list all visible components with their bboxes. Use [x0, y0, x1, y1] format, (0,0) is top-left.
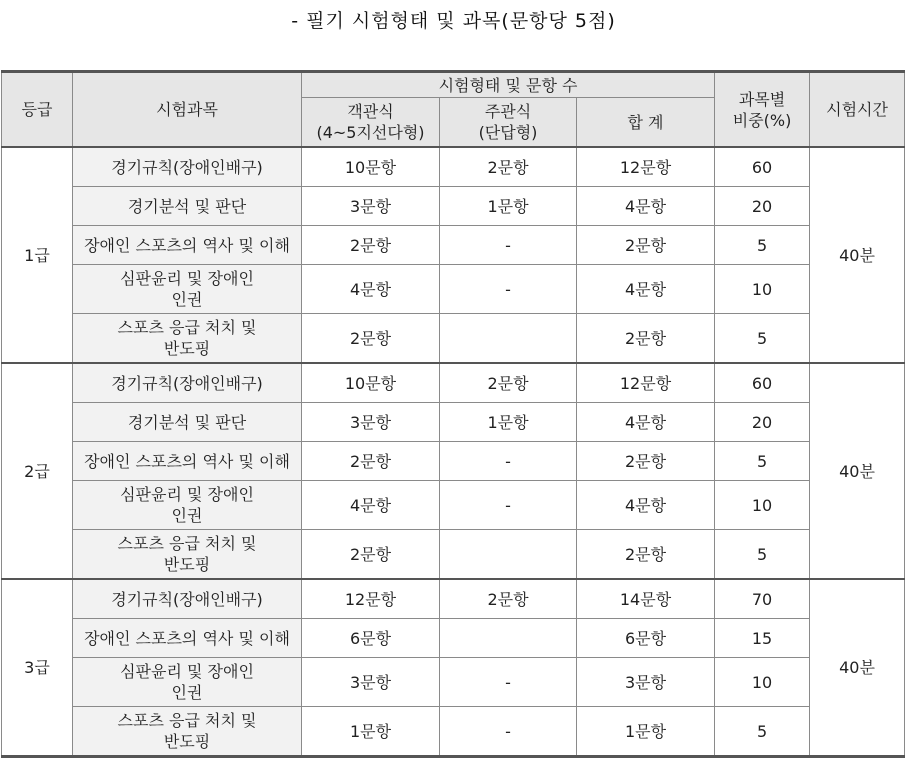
subject-cell: 경기규칙(장애인배구) [73, 579, 302, 619]
weight-cell: 60 [715, 147, 810, 187]
table-row [2, 147, 905, 187]
table-row [2, 530, 905, 580]
grade-cell: 2급 [2, 363, 73, 579]
table-row [2, 442, 905, 481]
subjective-cell: 2문항 [440, 147, 577, 187]
header-objective: 객관식 (4~5지선다형) [302, 98, 440, 148]
weight-cell: 20 [715, 403, 810, 442]
weight-cell: 10 [715, 481, 810, 530]
objective-cell: 1문항 [302, 707, 440, 757]
weight-cell: 5 [715, 530, 810, 580]
subjective-cell: 2문항 [440, 363, 577, 403]
subjective-cell [440, 619, 577, 658]
objective-cell: 6문항 [302, 619, 440, 658]
subjective-cell: - [440, 442, 577, 481]
table-row [2, 226, 905, 265]
header-format-group: 시험형태 및 문항 수 [302, 72, 715, 98]
total-cell: 1문항 [577, 707, 715, 757]
weight-cell: 15 [715, 619, 810, 658]
grade-cell: 3급 [2, 579, 73, 757]
page-title: - 필기 시험형태 및 과목(문항당 5점) [291, 10, 616, 32]
subject-cell: 경기규칙(장애인배구) [73, 363, 302, 403]
total-cell: 4문항 [577, 265, 715, 314]
grade-cell: 1급 [2, 147, 73, 363]
exam-table [1, 70, 905, 758]
objective-cell: 2문항 [302, 530, 440, 580]
objective-cell: 10문항 [302, 147, 440, 187]
total-cell: 6문항 [577, 619, 715, 658]
subject-cell: 장애인 스포츠의 역사 및 이해 [73, 442, 302, 481]
header-subjective: 주관식 (단답형) [440, 98, 577, 148]
objective-cell: 3문항 [302, 187, 440, 226]
weight-cell: 5 [715, 226, 810, 265]
subject-cell: 심판윤리 및 장애인 인권 [73, 481, 302, 530]
table-row [2, 314, 905, 364]
subject-cell: 심판윤리 및 장애인 인권 [73, 265, 302, 314]
subjective-cell: - [440, 658, 577, 707]
header-grade: 등급 [2, 72, 73, 148]
weight-cell: 20 [715, 187, 810, 226]
table-row [2, 579, 905, 619]
weight-cell: 5 [715, 314, 810, 364]
objective-cell: 10문항 [302, 363, 440, 403]
total-cell: 3문항 [577, 658, 715, 707]
total-cell: 12문항 [577, 363, 715, 403]
subjective-cell: - [440, 265, 577, 314]
header-time: 시험시간 [810, 72, 905, 148]
table-row [2, 619, 905, 658]
subjective-cell: 2문항 [440, 579, 577, 619]
subject-cell: 장애인 스포츠의 역사 및 이해 [73, 619, 302, 658]
table-row [2, 265, 905, 314]
subject-cell: 경기분석 및 판단 [73, 187, 302, 226]
table-row [2, 363, 905, 403]
table-row [2, 187, 905, 226]
header-subject: 시험과목 [73, 72, 302, 148]
subject-cell: 심판윤리 및 장애인 인권 [73, 658, 302, 707]
subject-cell: 경기분석 및 판단 [73, 403, 302, 442]
objective-cell: 2문항 [302, 314, 440, 364]
weight-cell: 70 [715, 579, 810, 619]
subjective-cell [440, 314, 577, 364]
subject-cell: 경기규칙(장애인배구) [73, 147, 302, 187]
objective-cell: 12문항 [302, 579, 440, 619]
total-cell: 2문항 [577, 314, 715, 364]
total-cell: 2문항 [577, 442, 715, 481]
objective-cell: 4문항 [302, 265, 440, 314]
table-row [2, 481, 905, 530]
subjective-cell: - [440, 707, 577, 757]
table-row [2, 707, 905, 757]
subjective-cell: 1문항 [440, 403, 577, 442]
total-cell: 2문항 [577, 530, 715, 580]
subjective-cell: 1문항 [440, 187, 577, 226]
header-weight: 과목별 비중(%) [715, 72, 810, 148]
weight-cell: 10 [715, 265, 810, 314]
total-cell: 2문항 [577, 226, 715, 265]
subject-cell: 스포츠 응급 처치 및 반도핑 [73, 530, 302, 580]
time-cell: 40분 [810, 363, 905, 579]
weight-cell: 5 [715, 442, 810, 481]
weight-cell: 60 [715, 363, 810, 403]
total-cell: 4문항 [577, 187, 715, 226]
table-row [2, 658, 905, 707]
objective-cell: 2문항 [302, 226, 440, 265]
subjective-cell: - [440, 226, 577, 265]
subject-cell: 스포츠 응급 처치 및 반도핑 [73, 707, 302, 757]
total-cell: 4문항 [577, 481, 715, 530]
objective-cell: 3문항 [302, 658, 440, 707]
table-row [2, 403, 905, 442]
weight-cell: 10 [715, 658, 810, 707]
subject-cell: 스포츠 응급 처치 및 반도핑 [73, 314, 302, 364]
total-cell: 12문항 [577, 147, 715, 187]
objective-cell: 3문항 [302, 403, 440, 442]
total-cell: 14문항 [577, 579, 715, 619]
subjective-cell: - [440, 481, 577, 530]
time-cell: 40분 [810, 579, 905, 757]
subject-cell: 장애인 스포츠의 역사 및 이해 [73, 226, 302, 265]
objective-cell: 2문항 [302, 442, 440, 481]
total-cell: 4문항 [577, 403, 715, 442]
header-total: 합 계 [577, 98, 715, 148]
time-cell: 40분 [810, 147, 905, 363]
weight-cell: 5 [715, 707, 810, 757]
objective-cell: 4문항 [302, 481, 440, 530]
subjective-cell [440, 530, 577, 580]
